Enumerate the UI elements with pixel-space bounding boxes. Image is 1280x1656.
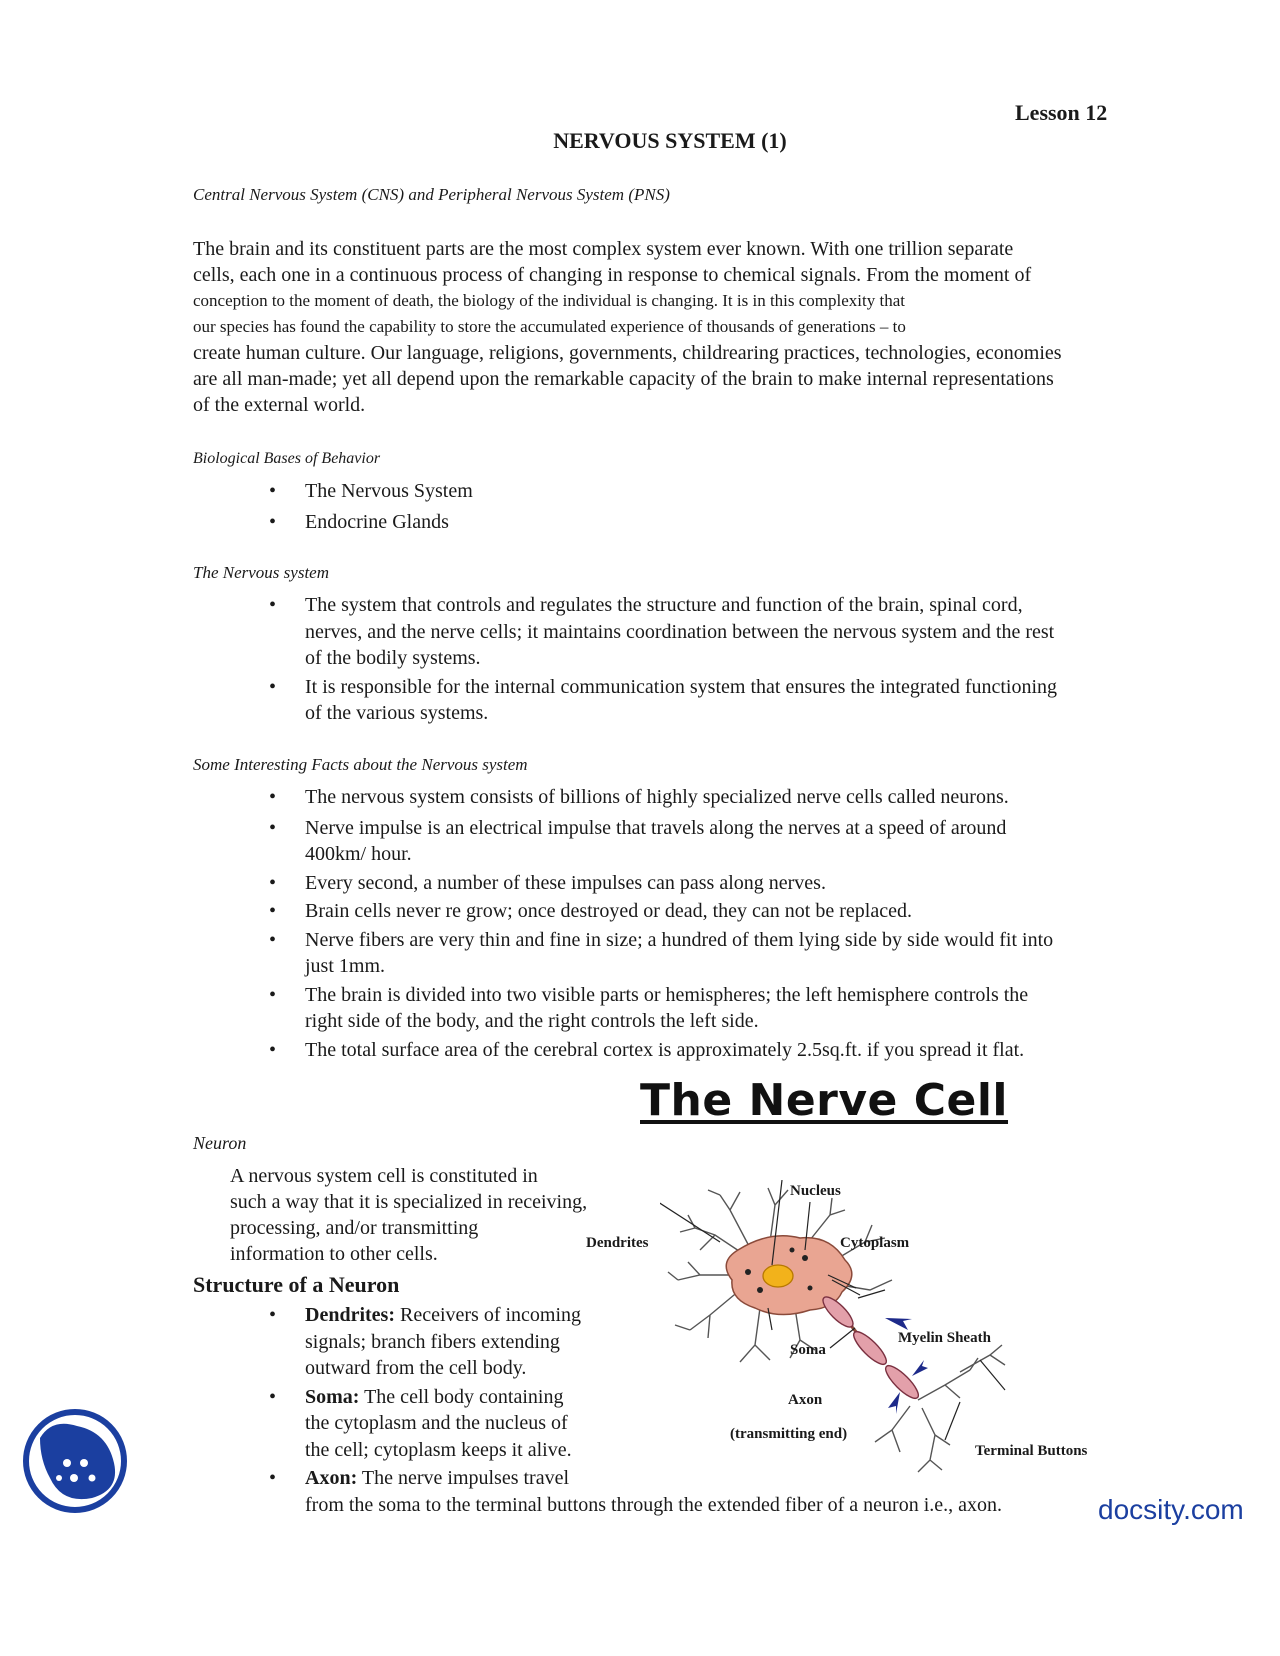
facts-heading: Some Interesting Facts about the Nervous system	[193, 755, 528, 774]
intro-line: cells, each one in a continuous process of changing in response to chemical signals. From the moment of	[193, 264, 1032, 286]
list-item: • Endocrine Glands	[305, 509, 473, 536]
neuron-line: A nervous system cell is constituted in	[230, 1165, 538, 1187]
bullet: •	[269, 594, 277, 616]
list-item: • The brain is divided into two visible parts or hemispheres; the left hemisphere controls the right side of the body, and the right controls the left side.	[269, 983, 1029, 1032]
docsity-logo	[22, 1408, 128, 1514]
facts-list	[269, 784, 1165, 1063]
list-item: • The Nervous System	[305, 478, 473, 505]
page-title: NERVOUS SYSTEM (1)	[553, 128, 787, 153]
neuron-description	[230, 1163, 630, 1267]
biological-bases-heading: Biological Bases of Behavior	[193, 450, 381, 467]
bullet: •	[269, 816, 277, 839]
myelin-segments	[819, 1293, 923, 1403]
list-item: • The system that controls and regulates the structure and function of the brain, spinal cord, nerves, and the nerve cells; it maintains coordination between the nervous system and the rest of the bodily systems.	[269, 594, 1055, 669]
section-subtitle: Central Nervous System (CNS) and Peripheral Nervous System (PNS)	[193, 185, 670, 204]
label-axon: Axon	[788, 1392, 823, 1408]
list-item: • Dendrites: Receivers of incoming signals; branch fibers extending outward from the cell body.	[269, 1304, 582, 1379]
bullet: •	[269, 983, 277, 1006]
label-dendrites: Dendrites	[586, 1235, 649, 1251]
organelle-dot	[757, 1287, 763, 1293]
label-myelin-sheath: Myelin Sheath	[898, 1330, 991, 1346]
neuron-line: processing, and/or transmitting	[230, 1217, 479, 1239]
docsity-watermark[interactable]: docsity.com	[1098, 1494, 1244, 1525]
organelle-dot	[745, 1269, 751, 1275]
structure-heading: Structure of a Neuron	[193, 1272, 400, 1297]
label-transmitting-end: (transmitting end)	[730, 1426, 848, 1442]
bullet: •	[269, 675, 277, 698]
intro-line: our species has found the capability to store the accumulated experience of thousands of generations – to	[193, 317, 906, 336]
neuron-line: information to other cells.	[230, 1243, 438, 1265]
bullet: •	[269, 928, 277, 951]
nerve-cell-heading: The Nerve Cell	[640, 1075, 1009, 1126]
label-nucleus: Nucleus	[790, 1183, 841, 1199]
intro-line: of the external world.	[193, 394, 366, 416]
neuron-heading: Neuron	[193, 1133, 247, 1153]
bullet: •	[269, 871, 277, 894]
list-item: • Every second, a number of these impulses can pass along nerves.	[305, 870, 1165, 897]
label-soma: Soma	[790, 1342, 826, 1358]
intro-line: are all man-made; yet all depend upon the remarkable capacity of the brain to make internal representations	[193, 368, 1054, 390]
intro-line: create human culture. Our language, religions, governments, childrearing practices, technologies, economies	[193, 342, 1062, 364]
label-cytoplasm: Cytoplasm	[840, 1235, 910, 1251]
list-item: • It is responsible for the internal communication system that ensures the integrated functioning of the various systems.	[269, 675, 1058, 724]
neuron-line: such a way that it is specialized in receiving,	[230, 1191, 588, 1213]
bullet: •	[269, 786, 277, 808]
list-item: • Axon: The nerve impulses travel from the soma to the terminal buttons through the extended fiber of a neuron i.e., axon.	[269, 1467, 1003, 1516]
nucleus	[763, 1265, 793, 1287]
intro-line: conception to the moment of death, the biology of the individual is changing. It is in this complexity that	[193, 291, 905, 310]
label-terminal-buttons: Terminal Buttons	[975, 1443, 1088, 1459]
intro-paragraph	[193, 236, 1153, 418]
intro-line: The brain and its constituent parts are the most complex system ever known. With one trillion separate	[193, 238, 1014, 260]
organelle-dot	[790, 1248, 795, 1253]
biological-bases-list	[269, 478, 473, 535]
bullet: •	[269, 510, 277, 533]
list-item: • Nerve fibers are very thin and fine in size; a hundred of them lying side by side would fit into just 1mm.	[269, 928, 1054, 977]
organelle-dot	[802, 1255, 808, 1261]
bullet: •	[269, 1385, 277, 1408]
organelle-dot	[808, 1286, 813, 1291]
bullet: •	[269, 1467, 277, 1489]
list-item: • The nervous system consists of billions of highly specialized nerve cells called neurons.	[305, 784, 1165, 811]
bullet: •	[269, 1304, 277, 1326]
bullet: •	[269, 480, 277, 502]
nervous-system-list	[269, 592, 1165, 727]
nervous-system-heading: The Nervous system	[193, 563, 329, 582]
list-item: • The total surface area of the cerebral cortex is approximately 2.5sq.ft. if you spread it flat.	[305, 1037, 1165, 1064]
lesson-number: Lesson 12	[1015, 100, 1108, 125]
bullet: •	[269, 1038, 277, 1061]
list-item: • Soma: The cell body containing the cytoplasm and the nucleus of the cell; cytoplasm keeps it alive.	[269, 1385, 572, 1461]
bullet: •	[269, 900, 277, 922]
list-item: • Brain cells never re grow; once destroyed or dead, they can not be replaced.	[305, 898, 1165, 925]
list-item: • Nerve impulse is an electrical impulse that travels along the nerves at a speed of around 400km/ hour.	[269, 816, 1007, 865]
